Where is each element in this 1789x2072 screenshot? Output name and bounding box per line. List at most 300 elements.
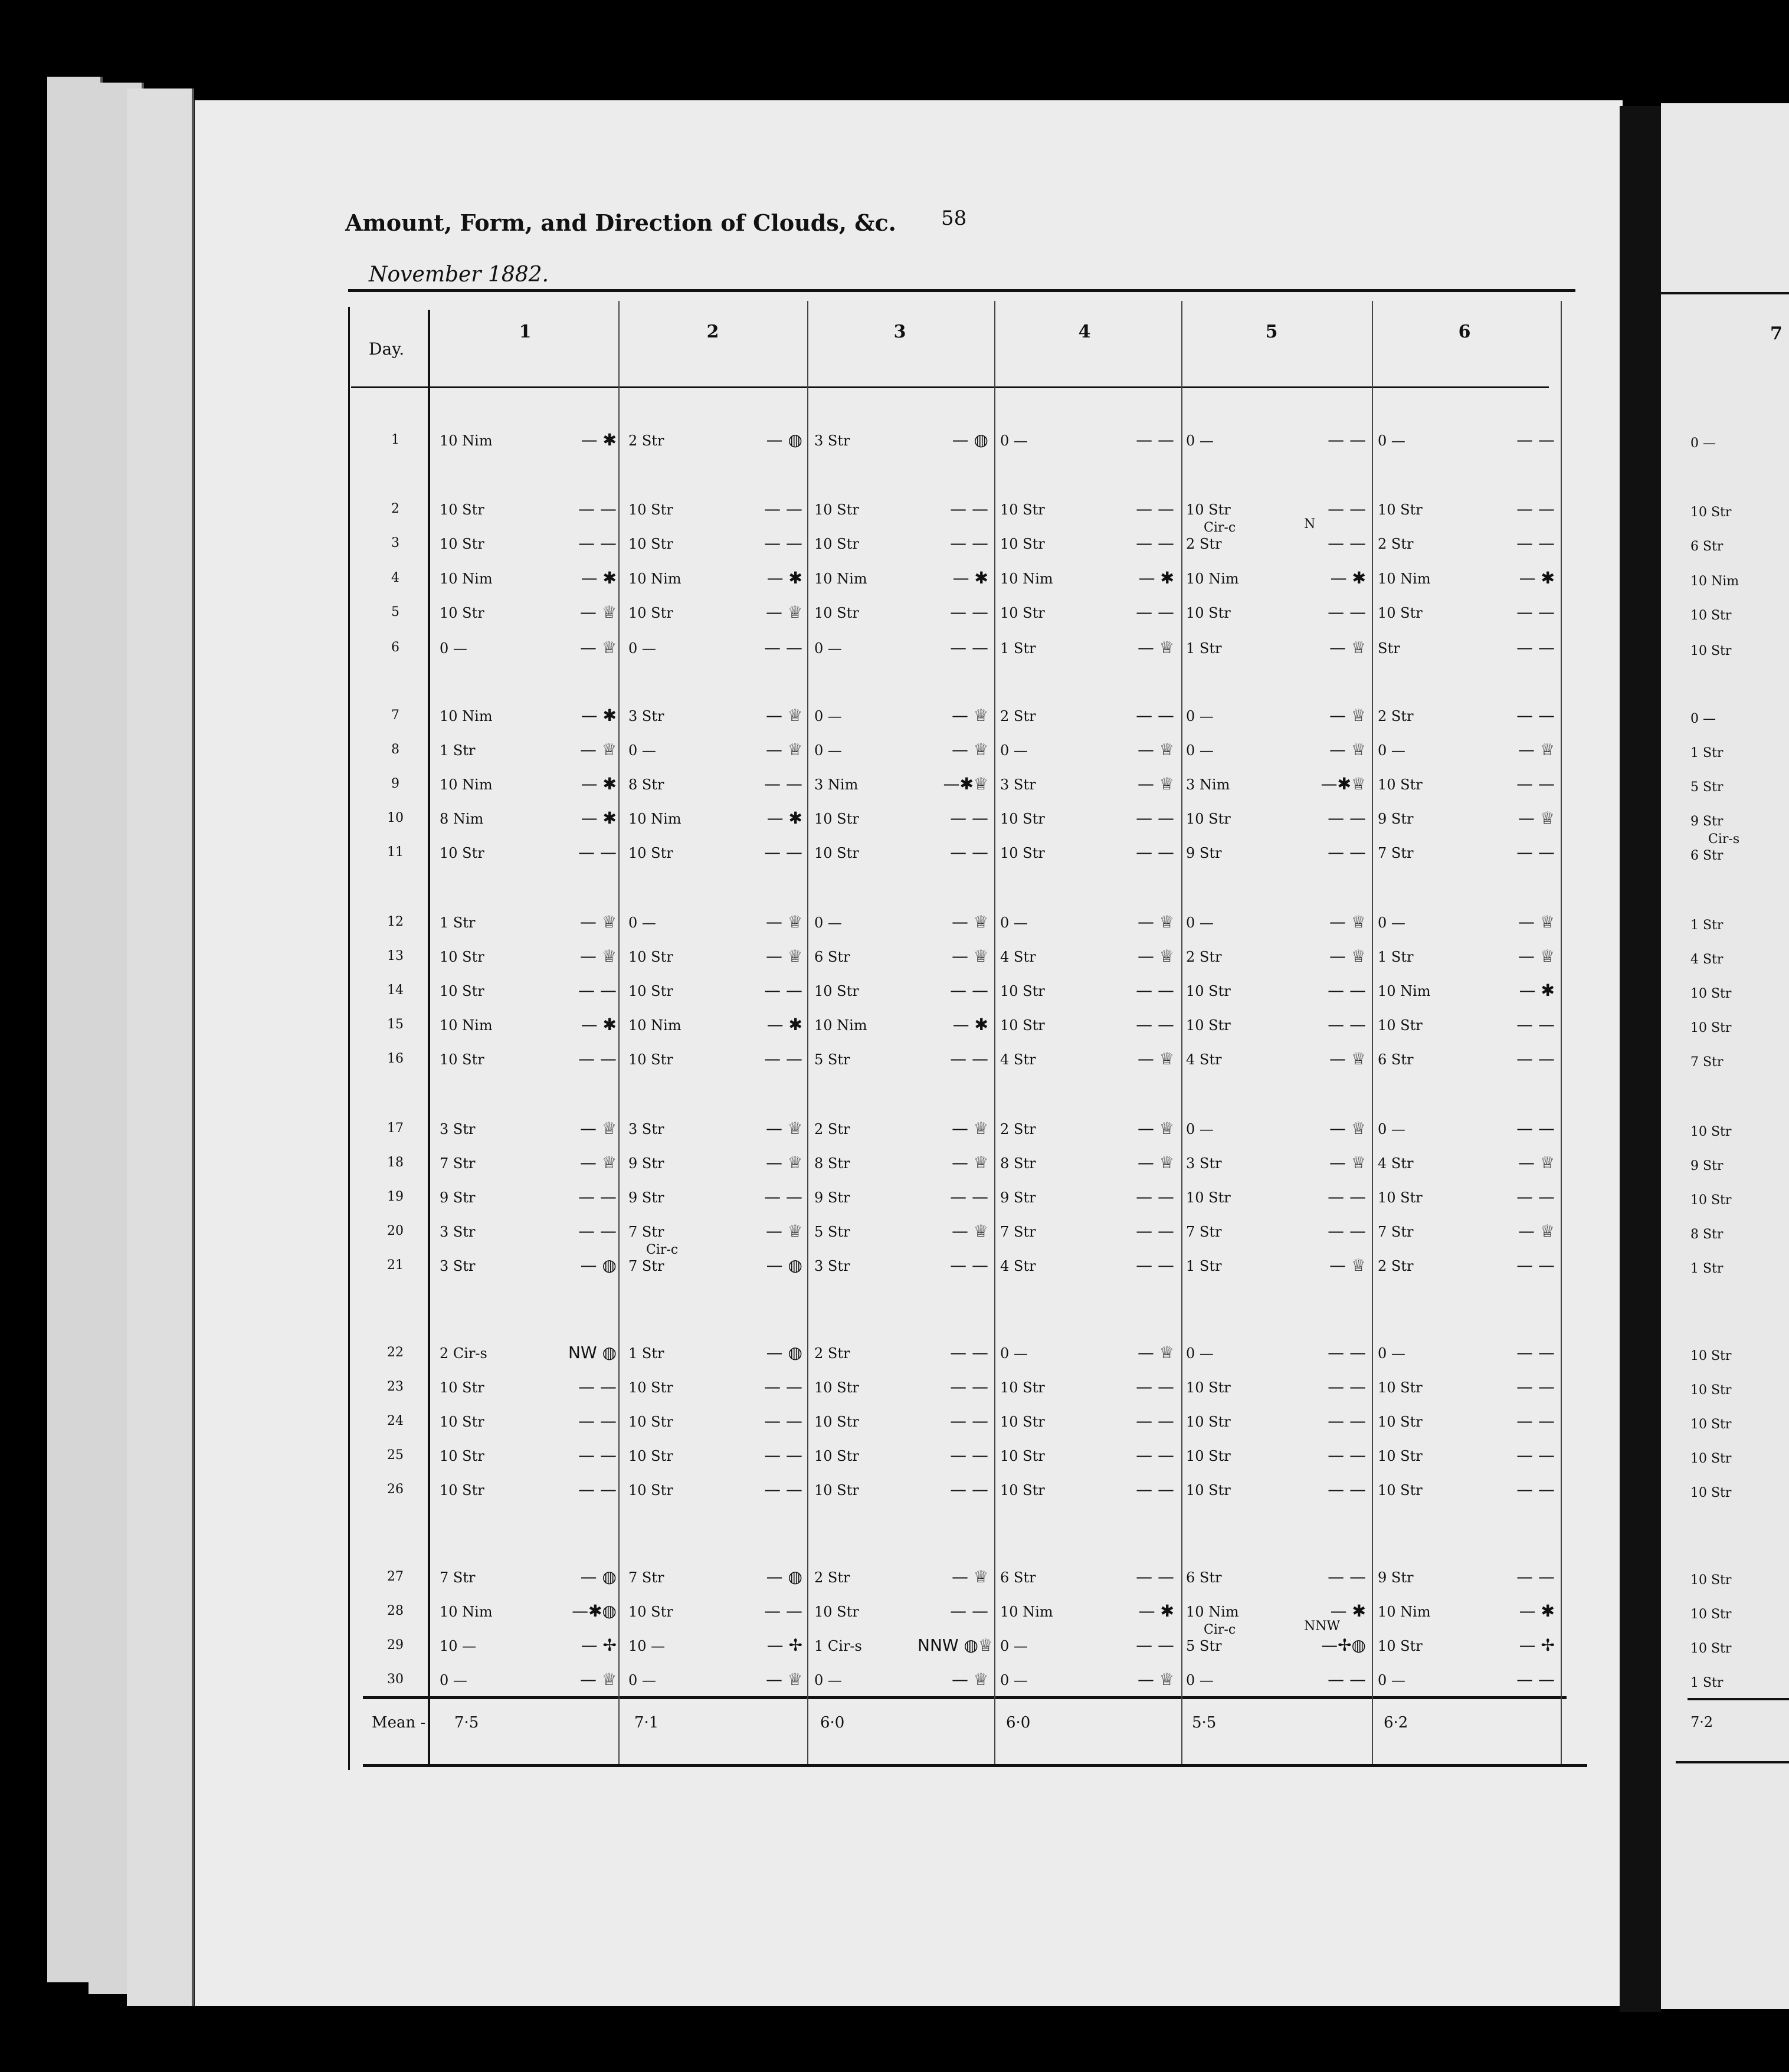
- month-label: November 1882.: [369, 263, 549, 287]
- cloud-amount-form: 10 Str: [628, 949, 673, 965]
- day-number: 25: [387, 1448, 404, 1463]
- cloud-direction-weather: — —: [578, 1187, 617, 1207]
- cloud-amount-form: 3 Nim: [814, 776, 859, 793]
- page-gutter: [1620, 106, 1661, 2012]
- cloud-amount-form: 9 Str: [628, 1189, 664, 1206]
- cloud-amount-form: 10 Nim: [1378, 983, 1431, 999]
- page-number: 58: [941, 206, 967, 230]
- cloud-direction-weather: — —: [1136, 1221, 1174, 1241]
- cloud-amount-form: 10 Str: [1000, 1482, 1045, 1499]
- cloud-amount-form: 4 Str: [1186, 1051, 1222, 1068]
- cloud-direction-weather: — —: [1516, 1411, 1555, 1431]
- column-divider: [1181, 301, 1182, 1764]
- wind-direction-note: NNW: [1304, 1619, 1341, 1634]
- cloud-direction-weather: — ♕: [1329, 1153, 1366, 1172]
- cirrus-note: Cir-c: [1204, 1622, 1236, 1637]
- cloud-amount-form: 10 Nim: [440, 432, 493, 449]
- cloud-direction-weather: — —: [1136, 1445, 1174, 1465]
- cloud-amount-form: 10 Str: [1378, 1448, 1423, 1464]
- cloud-amount-form: 10 Str: [814, 501, 859, 518]
- cloud-amount-form: 10 Str: [1378, 1189, 1423, 1206]
- cloud-amount-form: 3 Str: [440, 1224, 476, 1240]
- cloud-amount-form: 0 —: [1186, 742, 1214, 759]
- day-number: 20: [387, 1224, 404, 1238]
- cloud-direction-weather: — —: [1516, 533, 1555, 553]
- cloud-direction-weather: — —: [1516, 774, 1555, 794]
- cloud-amount-form: 3 Str: [814, 432, 850, 449]
- cloud-amount-form: 1 Str: [1378, 949, 1414, 965]
- cloud-amount-form: 2 Str: [1000, 1121, 1036, 1137]
- cloud-amount-form: 5 Str: [814, 1051, 850, 1068]
- cloud-direction-weather: — —: [764, 1480, 802, 1499]
- day-number: 19: [387, 1189, 404, 1204]
- cloud-amount-form: 10 Str: [1186, 811, 1231, 827]
- cloud-direction-weather: — ♕: [1137, 774, 1174, 794]
- cloud-amount-form: 0 —: [1000, 1672, 1028, 1689]
- cloud-direction-weather: — ♕: [1137, 1670, 1174, 1689]
- cloud-amount-form: 3 Str: [628, 1121, 664, 1137]
- cloud-direction-weather: — —: [1328, 1187, 1366, 1207]
- cloud-amount-form: 2 Str: [1186, 536, 1222, 552]
- cloud-amount-form: 1 Str: [440, 914, 476, 931]
- cloud-amount-form: 0 —: [1378, 1121, 1405, 1137]
- cloud-direction-weather: — —: [950, 1445, 988, 1465]
- next-page-cell: 9 Str: [1690, 1159, 1724, 1173]
- next-page-cell: 6 Str: [1690, 539, 1724, 554]
- cloud-direction-weather: — —: [1328, 1567, 1366, 1586]
- cloud-amount-form: 10 —: [628, 1638, 666, 1654]
- day-number: 23: [387, 1379, 404, 1394]
- cloud-direction-weather: — ✱: [1519, 981, 1555, 1000]
- cloud-direction-weather: — —: [1136, 1411, 1174, 1431]
- cloud-direction-weather: — ♕: [1137, 912, 1174, 932]
- cloud-amount-form: 10 Str: [814, 811, 859, 827]
- cloud-direction-weather: — ✱: [581, 808, 617, 828]
- cloud-amount-form: 9 Str: [1378, 811, 1414, 827]
- next-page-cell: 1 Str: [1690, 918, 1724, 933]
- cloud-direction-weather: — ◍: [952, 430, 988, 450]
- cloud-amount-form: 2 Str: [814, 1345, 850, 1362]
- next-page-cell: 10 Str: [1690, 1451, 1732, 1466]
- cloud-amount-form: 10 Str: [628, 1051, 673, 1068]
- cloud-amount-form: 10 Str: [440, 605, 484, 621]
- cloud-amount-form: 3 Str: [440, 1121, 476, 1137]
- cloud-amount-form: 3 Str: [1186, 1155, 1222, 1172]
- next-page-bottom-rule: [1676, 1761, 1789, 1763]
- cloud-amount-form: 2 Str: [1186, 949, 1222, 965]
- column-mean: 6·0: [1006, 1714, 1031, 1732]
- cloud-amount-form: 1 Str: [1186, 1258, 1222, 1274]
- cloud-direction-weather: — ♕: [579, 1670, 617, 1689]
- cloud-amount-form: 0 —: [1000, 432, 1028, 449]
- day-number: 21: [387, 1258, 404, 1273]
- cloud-direction-weather: — ♕: [1329, 638, 1366, 657]
- column-mean: 7·5: [454, 1714, 479, 1732]
- cloud-amount-form: 0 —: [628, 1672, 656, 1689]
- day-number: 12: [387, 914, 404, 929]
- cloud-direction-weather: NNW ◍♕: [918, 1635, 994, 1655]
- cloud-amount-form: 6 Str: [814, 949, 850, 965]
- cloud-amount-form: 10 Str: [440, 1379, 484, 1396]
- cloud-direction-weather: — —: [1328, 533, 1366, 553]
- next-page-cell: 10 Str: [1690, 1486, 1732, 1500]
- next-page-cell: 10 Str: [1690, 1383, 1732, 1398]
- column-mean: 7·1: [634, 1714, 659, 1732]
- cloud-amount-form: 9 Str: [814, 1189, 850, 1206]
- next-page-mean-rule: [1688, 1698, 1789, 1700]
- day-number: 5: [391, 605, 399, 619]
- cloud-direction-weather: — ✱: [1330, 1601, 1366, 1621]
- cloud-direction-weather: — —: [1328, 1015, 1366, 1034]
- cloud-direction-weather: — ♕: [765, 706, 802, 725]
- cloud-amount-form: 8 Nim: [440, 811, 484, 827]
- header-bottom-rule: [351, 386, 1549, 388]
- next-page-cell: 10 Str: [1690, 1124, 1732, 1139]
- cloud-amount-form: 0 —: [1186, 914, 1214, 931]
- cloud-direction-weather: — ♕: [951, 740, 988, 759]
- cloud-amount-form: 0 —: [1186, 432, 1214, 449]
- day-number: 16: [387, 1051, 404, 1066]
- cloud-direction-weather: — —: [950, 1377, 988, 1396]
- cloud-direction-weather: — —: [1516, 1445, 1555, 1465]
- cloud-direction-weather: — ♕: [1137, 1049, 1174, 1068]
- next-page-mean: 7·2: [1690, 1714, 1713, 1730]
- cloud-direction-weather: — ♕: [579, 946, 617, 966]
- day-column-header: Day.: [369, 339, 405, 359]
- cloud-amount-form: 2 Str: [1378, 536, 1414, 552]
- next-page-cell: 10 Str: [1690, 1641, 1732, 1656]
- cloud-direction-weather: — —: [1136, 1635, 1174, 1655]
- cloud-direction-weather: — —: [1516, 1480, 1555, 1499]
- cloud-direction-weather: — ♕: [765, 740, 802, 759]
- cloud-direction-weather: — ♕: [1329, 740, 1366, 759]
- cloud-direction-weather: — ♕: [579, 1153, 617, 1172]
- book-edge: [127, 88, 194, 2006]
- column-divider: [1561, 301, 1562, 1764]
- cloud-amount-form: 0 —: [628, 742, 656, 759]
- next-page-cirrus-note: Cir-s: [1708, 832, 1740, 847]
- cloud-direction-weather: — —: [950, 533, 988, 553]
- next-page-cell: 1 Str: [1690, 1261, 1724, 1276]
- day-number: 28: [387, 1604, 404, 1618]
- cloud-direction-weather: —✢◍: [1321, 1635, 1366, 1655]
- column-mean: 5·5: [1192, 1714, 1217, 1732]
- cloud-amount-form: 10 Str: [440, 983, 484, 999]
- cloud-amount-form: 3 Str: [440, 1258, 476, 1274]
- cloud-direction-weather: — —: [578, 1411, 617, 1431]
- table-left-rule: [348, 307, 350, 1770]
- cloud-direction-weather: — —: [1516, 1670, 1555, 1689]
- cloud-direction-weather: — —: [1516, 1015, 1555, 1034]
- cloud-amount-form: 10 Nim: [628, 571, 681, 587]
- cloud-amount-form: 7 Str: [440, 1155, 476, 1172]
- cloud-amount-form: 10 Str: [1186, 1448, 1231, 1464]
- day-number: 13: [387, 949, 404, 963]
- cloud-amount-form: 10 Nim: [1378, 571, 1431, 587]
- column-header: 1: [519, 322, 532, 342]
- cloud-direction-weather: — ♕: [1329, 1255, 1366, 1275]
- cloud-direction-weather: — —: [578, 1221, 617, 1241]
- cloud-direction-weather: — ♕: [579, 912, 617, 932]
- cloud-direction-weather: —✱♕: [1321, 774, 1366, 794]
- cloud-direction-weather: — —: [1328, 842, 1366, 862]
- next-page-cell: 7 Str: [1690, 1055, 1724, 1070]
- cloud-direction-weather: — ♕: [1329, 946, 1366, 966]
- cloud-direction-weather: — —: [1328, 1480, 1366, 1499]
- cloud-direction-weather: — ♕: [951, 946, 988, 966]
- cloud-amount-form: 10 Str: [814, 605, 859, 621]
- cloud-direction-weather: — —: [1328, 1411, 1366, 1431]
- cloud-direction-weather: — ♕: [765, 602, 802, 622]
- cloud-direction-weather: — —: [764, 1377, 802, 1396]
- cloud-direction-weather: — —: [764, 1411, 802, 1431]
- next-page-cell: 9 Str: [1690, 814, 1724, 829]
- cloud-direction-weather: — —: [950, 499, 988, 519]
- cloud-direction-weather: — ✱: [581, 774, 617, 794]
- cloud-direction-weather: — —: [1516, 842, 1555, 862]
- cloud-direction-weather: — ✢: [581, 1635, 617, 1655]
- cloud-direction-weather: — —: [764, 774, 802, 794]
- next-page-cell: 10 Str: [1690, 505, 1732, 520]
- cloud-direction-weather: — ♕: [1329, 1049, 1366, 1068]
- cloud-amount-form: 10 Str: [628, 845, 673, 861]
- cloud-amount-form: 6 Str: [1000, 1569, 1036, 1586]
- cloud-direction-weather: — —: [950, 602, 988, 622]
- cloud-amount-form: 10 Str: [628, 1379, 673, 1396]
- column-mean: 6·2: [1384, 1714, 1408, 1732]
- cloud-amount-form: 2 Str: [814, 1569, 850, 1586]
- cloud-direction-weather: — ◍: [580, 1567, 617, 1586]
- cloud-direction-weather: — —: [1516, 706, 1555, 725]
- cloud-amount-form: 0 —: [814, 1672, 842, 1689]
- cloud-amount-form: 0 —: [1378, 432, 1405, 449]
- cirrus-note: Cir-c: [1204, 520, 1236, 535]
- day-number: 27: [387, 1569, 404, 1584]
- cloud-amount-form: 10 Str: [1378, 605, 1423, 621]
- cloud-amount-form: 8 Str: [628, 776, 664, 793]
- mean-label: Mean -: [372, 1714, 426, 1732]
- column-header: 3: [893, 322, 906, 342]
- cloud-direction-weather: — —: [578, 1049, 617, 1068]
- cloud-amount-form: 10 Str: [1000, 1448, 1045, 1464]
- cloud-direction-weather: — ♕: [951, 1221, 988, 1241]
- next-page-cell: 10 Str: [1690, 1021, 1732, 1035]
- cloud-direction-weather: — ♕: [1518, 740, 1555, 759]
- cloud-direction-weather: — —: [1328, 1343, 1366, 1362]
- cloud-direction-weather: — —: [1516, 602, 1555, 622]
- cloud-direction-weather: — —: [950, 1255, 988, 1275]
- next-page-cell: 10 Str: [1690, 1349, 1732, 1363]
- next-page-column-header: 7: [1770, 323, 1783, 344]
- cloud-amount-form: 2 Str: [628, 432, 664, 449]
- day-number: 6: [391, 640, 399, 655]
- cloud-amount-form: 10 —: [440, 1638, 477, 1654]
- cloud-direction-weather: —✱♕: [943, 774, 988, 794]
- cloud-direction-weather: — —: [578, 842, 617, 862]
- next-page-cell: 10 Nim: [1690, 574, 1739, 589]
- cloud-direction-weather: — ♕: [951, 1153, 988, 1172]
- cloud-amount-form: 3 Nim: [1186, 776, 1230, 793]
- cloud-direction-weather: — ♕: [765, 1153, 802, 1172]
- cloud-amount-form: 10 Nim: [814, 1017, 867, 1034]
- cloud-direction-weather: — ♕: [1518, 1221, 1555, 1241]
- cloud-direction-weather: — —: [764, 533, 802, 553]
- cloud-direction-weather: — —: [950, 638, 988, 657]
- day-number: 1: [391, 432, 399, 447]
- next-page-cell: 10 Str: [1690, 608, 1732, 623]
- cloud-direction-weather: — —: [950, 842, 988, 862]
- cloud-amount-form: 0 —: [628, 914, 656, 931]
- cloud-amount-form: 10 Str: [440, 1051, 484, 1068]
- cloud-amount-form: 10 Str: [1186, 983, 1231, 999]
- cloud-direction-weather: — ♕: [1329, 1119, 1366, 1138]
- cloud-amount-form: 7 Str: [628, 1224, 664, 1240]
- column-divider: [1372, 301, 1373, 1764]
- cloud-amount-form: 10 Nim: [1186, 571, 1239, 587]
- cloud-amount-form: 10 Str: [1000, 605, 1045, 621]
- cloud-amount-form: 10 Str: [1000, 811, 1045, 827]
- cloud-direction-weather: — —: [578, 499, 617, 519]
- cloud-direction-weather: — ♕: [1518, 946, 1555, 966]
- day-number: 2: [391, 501, 399, 516]
- cloud-direction-weather: — ♕: [1329, 912, 1366, 932]
- cloud-amount-form: 10 Nim: [440, 776, 493, 793]
- day-number: 17: [387, 1121, 404, 1136]
- cloud-amount-form: 7 Str: [1000, 1224, 1036, 1240]
- cloud-direction-weather: — ♕: [951, 1670, 988, 1689]
- cloud-direction-weather: — —: [1516, 1343, 1555, 1362]
- cloud-direction-weather: — —: [950, 1480, 988, 1499]
- cloud-amount-form: 10 Str: [628, 983, 673, 999]
- cloud-amount-form: 2 Str: [1378, 708, 1414, 724]
- cloud-direction-weather: — ♕: [579, 638, 617, 657]
- column-header: 4: [1078, 322, 1091, 342]
- cloud-direction-weather: — ◍: [766, 1567, 802, 1586]
- cloud-amount-form: 10 Nim: [440, 1017, 493, 1034]
- day-column-rule: [428, 310, 430, 1767]
- cloud-amount-form: 10 Str: [1186, 1414, 1231, 1430]
- cloud-direction-weather: — ♕: [1137, 740, 1174, 759]
- cloud-amount-form: 0 —: [814, 914, 842, 931]
- cloud-direction-weather: — ♕: [1518, 808, 1555, 828]
- cloud-amount-form: 10 Nim: [440, 1604, 493, 1620]
- cloud-amount-form: 0 —: [1378, 742, 1405, 759]
- cloud-amount-form: 10 Str: [628, 605, 673, 621]
- next-page-cell: 0 —: [1690, 436, 1716, 451]
- cloud-amount-form: 10 Nim: [628, 811, 681, 827]
- cloud-amount-form: 10 Str: [628, 501, 673, 518]
- cloud-direction-weather: — ♕: [1518, 1153, 1555, 1172]
- cloud-direction-weather: — —: [764, 638, 802, 657]
- cloud-direction-weather: — ✱: [1519, 568, 1555, 588]
- cloud-direction-weather: — ✱: [952, 1015, 988, 1034]
- cloud-direction-weather: — —: [950, 1343, 988, 1362]
- cloud-amount-form: 0 —: [1186, 1672, 1214, 1689]
- cloud-direction-weather: — —: [950, 981, 988, 1000]
- cloud-direction-weather: — ✱: [766, 568, 802, 588]
- mean-top-rule: [363, 1696, 1567, 1699]
- cloud-amount-form: 10 Str: [814, 1482, 859, 1499]
- cloud-amount-form: 0 —: [814, 742, 842, 759]
- next-page-cell: 10 Str: [1690, 1417, 1732, 1432]
- cloud-direction-weather: — —: [1136, 706, 1174, 725]
- cloud-direction-weather: — —: [1328, 499, 1366, 519]
- cloud-amount-form: 2 Str: [814, 1121, 850, 1137]
- cloud-direction-weather: — —: [1516, 1567, 1555, 1586]
- cloud-amount-form: 7 Str: [628, 1569, 664, 1586]
- cloud-direction-weather: — —: [1516, 1377, 1555, 1396]
- cloud-amount-form: 10 Nim: [440, 571, 493, 587]
- next-page-cell: 10 Str: [1690, 986, 1732, 1001]
- column-header: 6: [1458, 322, 1471, 342]
- cloud-direction-weather: — —: [1328, 430, 1366, 450]
- cloud-direction-weather: — ✱: [581, 1015, 617, 1034]
- cloud-amount-form: 10 Str: [1186, 605, 1231, 621]
- day-number: 4: [391, 571, 399, 585]
- cloud-amount-form: 7 Str: [440, 1569, 476, 1586]
- column-header: 2: [706, 322, 719, 342]
- cloud-amount-form: 10 Str: [440, 949, 484, 965]
- cloud-amount-form: 10 Str: [440, 536, 484, 552]
- cloud-amount-form: 1 Str: [628, 1345, 664, 1362]
- day-number: 7: [391, 708, 399, 723]
- next-page-top-rule: [1652, 292, 1789, 294]
- cloud-amount-form: 10 Str: [1186, 1189, 1231, 1206]
- cloud-amount-form: 10 Str: [1378, 1482, 1423, 1499]
- next-page-cell: 10 Str: [1690, 644, 1732, 658]
- cloud-amount-form: 10 Str: [1378, 501, 1423, 518]
- cloud-direction-weather: — —: [1328, 1445, 1366, 1465]
- cloud-amount-form: 3 Str: [628, 708, 664, 724]
- cloud-amount-form: 4 Str: [1000, 1258, 1036, 1274]
- cloud-direction-weather: — ♕: [765, 1221, 802, 1241]
- cloud-direction-weather: — ♕: [951, 912, 988, 932]
- cloud-amount-form: 10 Str: [1000, 845, 1045, 861]
- wind-direction-note: N: [1304, 517, 1316, 532]
- cloud-amount-form: 0 —: [1000, 914, 1028, 931]
- cloud-direction-weather: — —: [1516, 638, 1555, 657]
- cloud-direction-weather: — ✱: [581, 568, 617, 588]
- cloud-direction-weather: — ✱: [581, 430, 617, 450]
- cloud-direction-weather: — ◍: [766, 1255, 802, 1275]
- cloud-amount-form: 1 Str: [1186, 640, 1222, 657]
- day-number: 15: [387, 1017, 404, 1032]
- cloud-amount-form: 4 Str: [1378, 1155, 1414, 1172]
- cloud-amount-form: 9 Str: [1186, 845, 1222, 861]
- cloud-direction-weather: — ✱: [1138, 568, 1174, 588]
- next-page-cell: 6 Str: [1690, 848, 1724, 863]
- cloud-direction-weather: — ♕: [579, 740, 617, 759]
- cloud-amount-form: 10 Str: [1186, 1482, 1231, 1499]
- cloud-direction-weather: — ✢: [1519, 1635, 1555, 1655]
- cloud-direction-weather: — ♕: [951, 706, 988, 725]
- column-mean: 6·0: [820, 1714, 845, 1732]
- cloud-direction-weather: —✱◍: [572, 1601, 617, 1621]
- day-number: 9: [391, 776, 399, 791]
- cloud-amount-form: 9 Str: [1000, 1189, 1036, 1206]
- cloud-amount-form: 10 Str: [814, 536, 859, 552]
- cloud-direction-weather: — ♕: [1329, 706, 1366, 725]
- cloud-amount-form: 10 Str: [440, 1414, 484, 1430]
- cloud-direction-weather: — —: [1136, 1015, 1174, 1034]
- cloud-direction-weather: — ♕: [765, 1119, 802, 1138]
- cloud-amount-form: 10 Str: [814, 1379, 859, 1396]
- cloud-amount-form: 10 Str: [1000, 1017, 1045, 1034]
- cloud-direction-weather: — —: [950, 808, 988, 828]
- cloud-amount-form: 10 Str: [440, 501, 484, 518]
- cloud-direction-weather: — —: [764, 499, 802, 519]
- cloud-amount-form: 5 Str: [1186, 1638, 1222, 1654]
